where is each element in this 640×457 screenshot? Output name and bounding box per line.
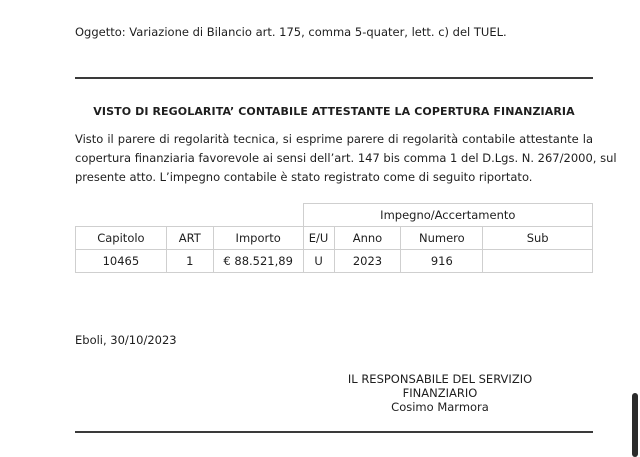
header-numero: Numero [401,227,483,250]
body-line: presente atto. L’impegno contabile è stato registrato come di seguito riportato. [75,170,533,184]
commitment-table [75,203,593,273]
cell-importo: € 88.521,89 [213,250,303,273]
document-subject: Oggetto: Variazione di Bilancio art. 175, comma 5-quater, lett. c) del TUEL. [75,25,507,39]
header-art: ART [166,227,213,250]
table-group-header-row [76,204,593,227]
table-group-header: Impegno/Accertamento [303,204,592,227]
top-divider [75,77,593,79]
cell-art: 1 [166,250,213,273]
header-anno: Anno [334,227,401,250]
signature-block [310,372,570,414]
signature-role: IL RESPONSABILE DEL SERVIZIO FINANZIARIO [347,372,533,400]
cell-sub [483,250,593,273]
table-row [76,250,593,273]
cell-anno: 2023 [334,250,401,273]
section-title: VISTO DI REGOLARITA’ CONTABILE ATTESTANTE LA COPERTURA FINANZIARIA [93,105,575,118]
scrollbar-thumb[interactable] [632,393,638,457]
table-empty-cell [76,204,304,227]
header-eu: E/U [303,227,334,250]
cell-capitolo: 10465 [76,250,167,273]
header-capitolo: Capitolo [76,227,167,250]
body-line: copertura finanziaria favorevole ai sensi dell’art. 147 bis comma 1 del D.Lgs. N. 267/2000, sul [75,151,617,165]
header-importo: Importo [213,227,303,250]
cell-eu: U [303,250,334,273]
bottom-divider [75,431,593,433]
body-line: Visto il parere di regolarità tecnica, si esprime parere di regolarità contabile attestante la [75,132,593,146]
header-sub: Sub [483,227,593,250]
body-paragraph [75,130,617,187]
place-date: Eboli, 30/10/2023 [75,333,177,347]
table-header-row [76,227,593,250]
cell-numero: 916 [401,250,483,273]
signature-name: Cosimo Marmora [391,400,489,414]
